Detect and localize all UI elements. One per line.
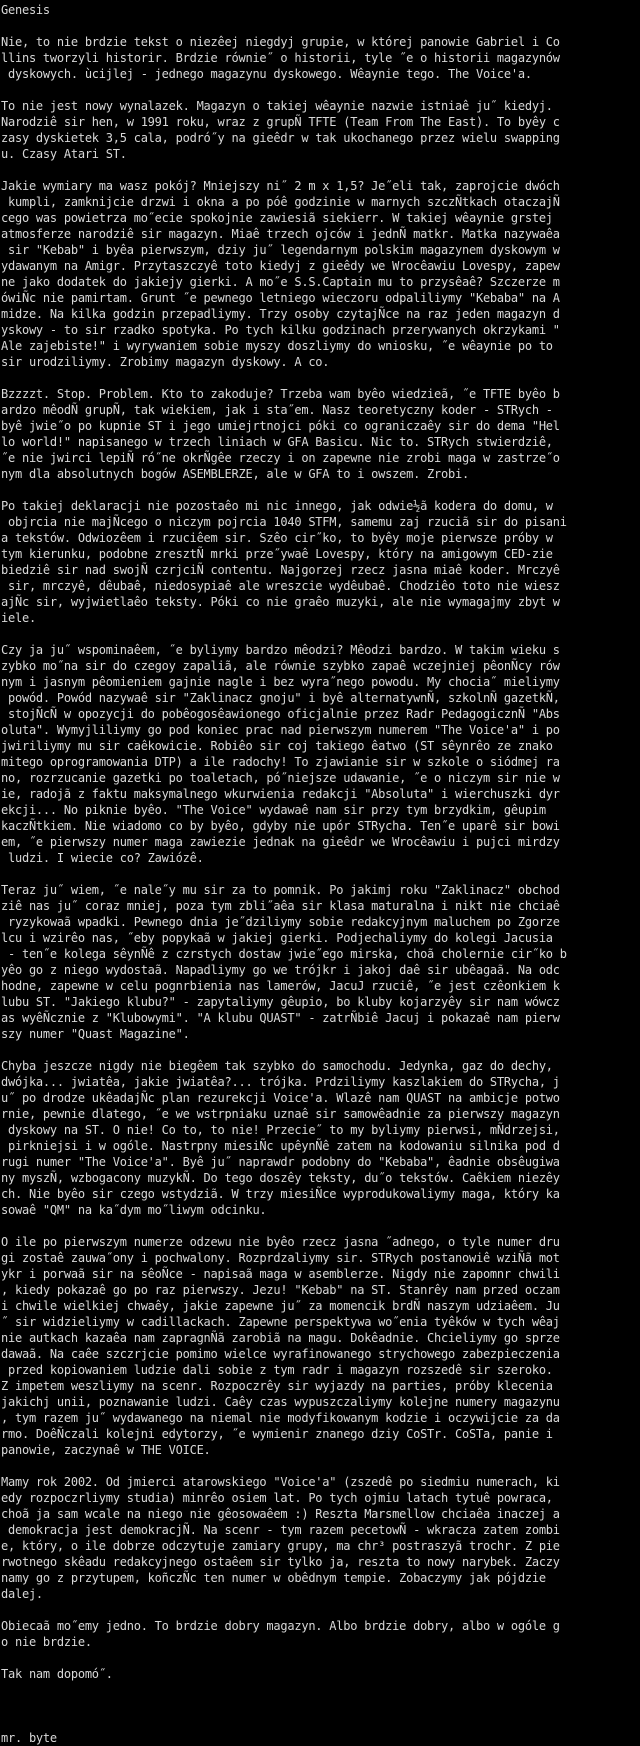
- text-line: e, który, o ile dobrze odczytuje zamiary grupy, ma chr³ postraszyã trochr. Z pie: [1, 1539, 560, 1553]
- text-line: [1, 1698, 640, 1714]
- text-line: nie autkach kazaêa nam zapragnÑã zarobiã na magu. Dokêadnie. Chcieliymy go sprze: [1, 1331, 560, 1345]
- text-line: [1, 18, 640, 34]
- text-line: [1, 1458, 640, 1474]
- text-line: midze. Na kilka godzin przepadliymy. Trzy osoby czytajÑce na raz jeden magazyn d: [1, 307, 560, 321]
- text-line: demokracja jest demokracjÑ. Na scenr - tym razem pecetowÑ - wkracza zatem zombi: [1, 1523, 560, 1537]
- text-line: gi zostaê zauwa˝ony i pochwalony. Rozprdzaliymy sir. STRych postanowiê wziÑã mot: [1, 1251, 560, 1265]
- text-line: Chyba jeszcze nigdy nie biegêem tak szybko do samochodu. Jedynka, gaz do dechy,: [1, 1059, 553, 1073]
- text-line: - ten˝e kolega sêynÑê z czrstych dostaw jwie˝ego mirska, choã cholernie cir˝ko b: [1, 947, 567, 961]
- text-line: [1, 1602, 640, 1618]
- text-line: ˝e nie jwirci lepiÑ ró˝ne okrÑgêe rzeczy i on zapewne nie zrobi maga w zastrze˝o: [1, 451, 560, 465]
- text-line: pirkniejsi i w ogóle. Nastrpny miesiÑc upêynÑê zatem na kodowaniu silnika pod d: [1, 1139, 560, 1153]
- text-line: ˝ sir widzieliymy w cadillackach. Zapewne perspektywa wo˝enia tyêków w tych wêaj: [1, 1315, 560, 1329]
- text-line: [1, 1218, 640, 1234]
- text-line: as wyêÑcznie z "Klubowymi". "A klubu QUAST" - zatrÑbiê Jacuj i pokazaê nam pierw: [1, 1011, 560, 1025]
- text-line: em, ˝e pierwszy numer maga zawiezie jednak na gieêdr we Wrocêawiu i pujci mirdzy: [1, 835, 560, 849]
- text-line: Czy ja ju˝ wspominaêem, ˝e byliymy bardzo mêodzi? Mêodzi bardzo. W takim wieku s: [1, 643, 560, 657]
- text-line: Z impetem weszliymy na scenr. Rozpoczrêy sir wyjazdy na parties, próby klecenia: [1, 1379, 553, 1393]
- text-line: u˝ po drodze ukêadajÑc plan rezurekcji Voice'a. Wlazê nam QUAST na ambicje potwo: [1, 1091, 560, 1105]
- text-line: ykr i porwaã sir na sêoÑce - napisaã maga w asemblerze. Nigdy nie zapomnr chwili: [1, 1267, 560, 1281]
- text-line: ajÑc sir, wyjwietlaêo teksty. Póki co nie graêo muzyki, ale nie wymagajmy zbyt w: [1, 595, 560, 609]
- text-line: mr. byte: [1, 1731, 57, 1745]
- text-line: zasy dyskietek 3,5 cala, podró˝y na gieêdr w tak ukochanego przez wielu swapping: [1, 131, 560, 145]
- text-line: ydawanym na Amigr. Przytaszczyê toto kiedyj z gieêdy we Wrocêawiu Lovespy, zapew: [1, 259, 560, 273]
- text-line: choã ja sam wcale na niego nie gêosowaêem :) Reszta Marsmellow chciaêa inaczej a: [1, 1507, 560, 1521]
- text-line: zybko mo˝na sir do czegoy zapaliã, ale równie szybko zapaê wczejniej pêonÑcy rów: [1, 659, 560, 673]
- text-line: kaczÑtkiem. Nie wiadomo co by byêo, gdyby nie upór STRycha. Ten˝e uparê sir bowi: [1, 819, 560, 833]
- text-line: ryzykowaã wpadki. Pewnego dnia je˝dziliymy sobie redakcyjnym maluchem po Zgorze: [1, 915, 560, 929]
- text-line: sir urodziliymy. Zrobimy magazyn dyskowy. A co.: [1, 355, 330, 369]
- text-line: O ile po pierwszym numerze odzewu nie byêo rzecz jasna ˝adnego, o tyle numer dru: [1, 1235, 560, 1249]
- text-line: byê jwie˝o po kupnie ST i jego umiejrtnojci póki co ograniczaêy sir do dema "Hel: [1, 419, 560, 433]
- text-line: , kiedy pokazaê go po raz pierwszy. Jezu! "Kebab" na ST. Stanrêy nam przed oczam: [1, 1283, 560, 1297]
- text-line: llins tworzyli historir. Brdzie równie˝ o historii, tyle ˝e o historii magazynów: [1, 51, 560, 65]
- text-line: ziê nas ju˝ coraz mniej, poza tym zbli˝aêa sir klasa maturalna i nikt nie chciaê: [1, 899, 560, 913]
- text-line: tym kierunku, podobne zresztÑ mrki prze˝ywaê Lovespy, który na amigowym CED-zie: [1, 547, 553, 561]
- text-line: cego was powietrza mo˝ecie spokojnie zawiesiã siekierr. W takiej wêaynie grstej: [1, 211, 553, 225]
- text-line: [1, 370, 640, 386]
- text-line: panowie, zaczynaê w THE VOICE.: [1, 1443, 211, 1457]
- text-line: Obiecaã mo˝emy jedno. To brdzie dobry magazyn. Albo brdzie dobry, albo w ogóle g: [1, 1619, 560, 1633]
- text-line: dalej.: [1, 1587, 43, 1601]
- text-line: ie, radojã z faktu maksymalnego wkurwienia redakcji "Absoluta" i wierchuszki dyr: [1, 787, 560, 801]
- text-line: rugi numer "The Voice'a". Byê ju˝ naprawdr podobny do "Kebaba", êadnie obsêugiwa: [1, 1155, 560, 1169]
- text-line: o nie brdzie.: [1, 1635, 92, 1649]
- text-line: dyskowy na ST. O nie! Co to, to nie! Przecie˝ to my byliymy pierwsi, mÑdrzejsi,: [1, 1123, 560, 1137]
- text-line: przed kopiowaniem ludzie dali sobie z tym radr i magazyn rozszedê sir szeroko.: [1, 1363, 553, 1377]
- text-line: ne jako dodatek do jakiejy gierki. A mo˝e S.S.Captain mu to przysêaê? Szczerze m: [1, 275, 560, 289]
- text-line: [1, 162, 640, 178]
- text-line: , tym razem ju˝ wydawanego na niemal nie modyfikowanym kodzie i oczywijcie za da: [1, 1411, 560, 1425]
- text-line: Bzzzzt. Stop. Problem. Kto to zakoduje? Trzeba wam byêo wiedzieã, ˝e TFTE byêo b: [1, 387, 560, 401]
- text-line: [1, 626, 640, 642]
- text-line: To nie jest nowy wynalazek. Magazyn o takiej wêaynie nazwie istniaê ju˝ kiedyj.: [1, 99, 553, 113]
- text-line: yskowy - to sir rzadko spotyka. Po tych kilku godzinach przerywanych okrzykami ": [1, 323, 560, 337]
- text-line: [1, 1042, 640, 1058]
- text-line: sir "Kebab" i byêa pierwszym, dziy ju˝ legendarnym polskim magazynem dyskowym w: [1, 243, 560, 257]
- text-line: edy rozpoczrliymy studia) minrêo osiem lat. Po tych ojmiu latach tytuê powraca,: [1, 1491, 553, 1505]
- text-line: objrcia nie majÑcego o niczym pojrcia 1040 STFM, samemu zaj rzuciã sir do pisani: [1, 515, 567, 529]
- text-line: sowaê "QM" na ka˝dym mo˝liwym odcinku.: [1, 1203, 267, 1217]
- text-line: Nie, to nie brdzie tekst o niezêej niegdyj grupie, w której panowie Gabriel i Co: [1, 35, 560, 49]
- text-line: lcu i wzirêo nas, ˝eby popykaã w jakiej gierki. Podjechaliymy do kolegi Jacusia: [1, 931, 553, 945]
- text-line: i chwile wielkiej chwaêy, jakie zapewne ju˝ za momencik brdÑ naszym udziaêem. Ju: [1, 1299, 560, 1313]
- text-line: ekcji... No piknie byêo. "The Voice" wydawaê nam sir przy tym brzydkim, gêupim: [1, 803, 546, 817]
- text-line: [1, 482, 640, 498]
- text-line: ardzo mêodÑ grupÑ, tak wiekiem, jak i sta˝em. Nasz teoretyczny koder - STRych -: [1, 403, 553, 417]
- text-line: lo world!" napisanego w trzech liniach w GFA Basicu. Nic to. STRych stwierdziê,: [1, 435, 553, 449]
- text-line: kumpli, zamknijcie drzwi i okna a po póê godzinie w marnych szczÑtkach otaczajÑ: [1, 195, 560, 209]
- text-line: rnie, pewnie dlatego, ˝e we wstrpniaku uznaê sir samowêadnie za pierwszy magazyn: [1, 1107, 560, 1121]
- text-line: ludzi. I wiecie co? Zawiózê.: [1, 851, 204, 865]
- text-line: rwotnego skêadu redakcyjnego ostaêem sir tylko ja, reszta to nowy narybek. Zaczy: [1, 1555, 560, 1569]
- text-line: Genesis: [1, 3, 50, 17]
- text-line: lubu ST. "Jakiego klubu?" - zapytaliymy gêupio, bo kluby kojarzyêy sir nam wówcz: [1, 995, 560, 1009]
- text-line: [1, 1650, 640, 1666]
- text-line: hodne, zapewne w celu pognrbienia nas lamerów, JacuJ rzuciê, ˝e jest czêonkiem k: [1, 979, 560, 993]
- text-line: Jakie wymiary ma wasz pokój? Mniejszy ni˝ 2 m x 1,5? Je˝eli tak, zaprojcie dwóch: [1, 179, 560, 193]
- text-line: mitego oprogramowania DTP) a ile radochy! To zjawianie sir w szkole o siódmej ra: [1, 755, 560, 769]
- text-line: no, rozrzucanie gazetki po toaletach, pó˝niejsze udawanie, ˝e o niczym sir nie w: [1, 771, 560, 785]
- text-line: Tak nam dopomó˝.: [1, 1667, 113, 1681]
- text-line: Teraz ju˝ wiem, ˝e nale˝y mu sir za to pomnik. Po jakimj roku "Zaklinacz" obchod: [1, 883, 560, 897]
- text-line: jakichj unii, poznawanie ludzi. Caêy czas wypuszczaliymy kolejne numery magazynu: [1, 1395, 560, 1409]
- text-line: ówiÑc nie pamirtam. Grunt ˝e pewnego letniego wieczoru odpaliliymy "Kebaba" na A: [1, 291, 560, 305]
- text-line: oluta". Wymyjliliymy go pod koniec prac nad pierwszym numerem "The Voice'a" i po: [1, 723, 560, 737]
- text-line: nym dla absolutnych bogów ASEMBLERZE, ale w GFA to i owszem. Zrobi.: [1, 467, 469, 481]
- text-line: Po takiej deklaracji nie pozostaêo mi nic innego, jak odwie½ã kodera do domu, w: [1, 499, 553, 513]
- text-line: szy numer "Quast Magazine".: [1, 1027, 190, 1041]
- text-line: Narodziê sir hen, w 1991 roku, wraz z grupÑ TFTE (Team From The East). To byêy c: [1, 115, 560, 129]
- text-line: namy go z przytupem, koñczÑc ten numer w obêdnym tempie. Zobaczymy jak pójdzie: [1, 1571, 546, 1585]
- text-line: nym i jasnym pêomieniem gajnie nagle i bez wyra˝nego powodu. My chocia˝ mieliymy: [1, 675, 560, 689]
- text-line: u. Czasy Atari ST.: [1, 147, 127, 161]
- text-line: dwójka... jwiatêa, jakie jwiatêa?... trójka. Prdziliymy kaszlakiem do STRycha, j: [1, 1075, 560, 1089]
- text-line: dyskowych. ùcijlej - jednego magazynu dyskowego. Wêaynie tego. The Voice'a.: [1, 67, 532, 81]
- text-line: ny myszÑ, wzbogacony muzykÑ. Do tego doszêy teksty, du˝o tekstów. Caêkiem niezêy: [1, 1171, 560, 1185]
- text-line: stojÑcÑ w opozycji do pobêogosêawionego oficjalnie przez Radr PedagogicznÑ "Abs: [1, 707, 560, 721]
- text-line: [1, 82, 640, 98]
- text-line: biedziê sir nad swojÑ czrjciÑ contentu. Najgorzej rzecz jasna miaê koder. Mrczyê: [1, 563, 560, 577]
- text-line: sir, mrczyê, dêubaê, niedosypiaê ale wreszcie wydêubaê. Chodziêo toto nie wiesz: [1, 579, 560, 593]
- text-line: yêo go z niego wydostaã. Napadliymy go we trójkr i jakoj daê sir ubêagaã. Na odc: [1, 963, 560, 977]
- text-line: rmo. DoêÑczali kolejni edytorzy, ˝e wymienir znanego dziy CoSTr. CoSTa, panie i: [1, 1427, 553, 1441]
- text-line: [1, 1682, 640, 1698]
- text-line: iele.: [1, 611, 36, 625]
- text-line: Ale zajebiste!" i wyrywaniem sobie myszy doszliymy do wniosku, ˝e wêaynie po to: [1, 339, 553, 353]
- text-line: ch. Nie byêo sir czego wstydziã. W trzy miesiÑce wyprodukowaliymy maga, który ka: [1, 1187, 560, 1201]
- text-line: Mamy rok 2002. Od jmierci atarowskiego "Voice'a" (zszedê po siedmiu numerach, ki: [1, 1475, 560, 1489]
- text-line: jwiriliymy mu sir caêkowicie. Robiêo sir coj takiego êatwo (ST sêynrêo ze znako: [1, 739, 553, 753]
- text-line: [1, 866, 640, 882]
- text-line: a tekstów. Odwiozêem i rzuciêem sir. Szêo cir˝ko, to byêy moje pierwsze próby w: [1, 531, 553, 545]
- text-line: atmosferze narodziê sir magazyn. Miaê trzech ojców i jednÑ matkr. Matka nazywaêa: [1, 227, 560, 241]
- text-line: powód. Powód nazywaê sir "Zaklinacz gnoju" i byê alternatywnÑ, szkolnÑ gazetkÑ,: [1, 691, 560, 705]
- text-line: dawaã. Na caêe szczrjcie pomimo wielce wyrafinowanego strychowego zabezpieczenia: [1, 1347, 560, 1361]
